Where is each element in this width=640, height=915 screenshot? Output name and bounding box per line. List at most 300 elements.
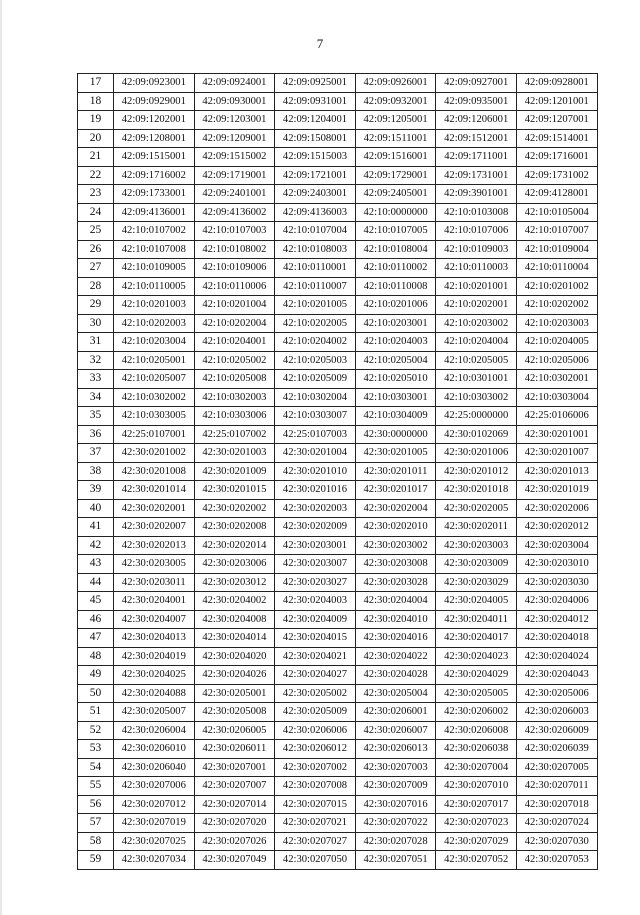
cadastral-number-cell: 42:09:1731002: [516, 166, 597, 185]
cadastral-number-cell: 42:10:0301001: [436, 370, 517, 389]
cadastral-number-cell: 42:09:1207001: [516, 111, 597, 130]
cadastral-number-cell: 42:10:0107002: [114, 222, 195, 241]
row-number: 19: [78, 111, 114, 130]
cadastral-number-cell: 42:30:0207027: [275, 832, 356, 851]
cadastral-number-cell: 42:09:0926001: [355, 74, 436, 93]
cadastral-number-cell: 42:09:0935001: [436, 92, 517, 111]
table-row: [78, 832, 598, 851]
cadastral-number-cell: 42:30:0206006: [275, 721, 356, 740]
cadastral-number-cell: 42:10:0202003: [114, 314, 195, 333]
row-number: 54: [78, 758, 114, 777]
cadastral-number-cell: 42:30:0201008: [114, 462, 195, 481]
cadastral-number-cell: 42:30:0202010: [355, 518, 436, 537]
cadastral-number-cell: 42:30:0204020: [194, 647, 275, 666]
cadastral-number-cell: 42:09:1508001: [275, 129, 356, 148]
cadastral-number-cell: 42:30:0203002: [355, 536, 436, 555]
cadastral-number-cell: 42:30:0201015: [194, 481, 275, 500]
table-row: [78, 222, 598, 241]
cadastral-number-cell: 42:10:0304009: [355, 407, 436, 426]
cadastral-table: [77, 73, 598, 870]
row-number: 36: [78, 425, 114, 444]
cadastral-number-cell: 42:10:0303001: [355, 388, 436, 407]
table-row: [78, 555, 598, 574]
cadastral-number-cell: 42:10:0201005: [275, 296, 356, 315]
cadastral-number-cell: 42:30:0206002: [436, 703, 517, 722]
row-number: 23: [78, 185, 114, 204]
cadastral-number-cell: 42:09:0927001: [436, 74, 517, 93]
cadastral-number-cell: 42:10:0108003: [275, 240, 356, 259]
cadastral-number-cell: 42:30:0201019: [516, 481, 597, 500]
row-number: 24: [78, 203, 114, 222]
cadastral-number-cell: 42:10:0110002: [355, 259, 436, 278]
cadastral-number-cell: 42:30:0201018: [436, 481, 517, 500]
cadastral-number-cell: 42:30:0201017: [355, 481, 436, 500]
cadastral-number-cell: 42:30:0204022: [355, 647, 436, 666]
cadastral-number-cell: 42:10:0107004: [275, 222, 356, 241]
row-number: 17: [78, 74, 114, 93]
cadastral-number-cell: 42:10:0201003: [114, 296, 195, 315]
cadastral-number-cell: 42:30:0202005: [436, 499, 517, 518]
table-row: [78, 185, 598, 204]
cadastral-number-cell: 42:30:0201009: [194, 462, 275, 481]
cadastral-number-cell: 42:30:0204021: [275, 647, 356, 666]
cadastral-number-cell: 42:10:0205003: [275, 351, 356, 370]
cadastral-number-cell: 42:10:0205001: [114, 351, 195, 370]
row-number: 52: [78, 721, 114, 740]
cadastral-number-cell: 42:10:0201001: [436, 277, 517, 296]
row-number: 55: [78, 777, 114, 796]
cadastral-number-cell: 42:09:4136002: [194, 203, 275, 222]
cadastral-number-cell: 42:30:0203006: [194, 555, 275, 574]
row-number: 43: [78, 555, 114, 574]
cadastral-number-cell: 42:30:0203003: [436, 536, 517, 555]
cadastral-number-cell: 42:30:0201003: [194, 444, 275, 463]
cadastral-number-cell: 42:10:0302004: [275, 388, 356, 407]
table-row: [78, 259, 598, 278]
row-number: 26: [78, 240, 114, 259]
cadastral-number-cell: 42:30:0204009: [275, 610, 356, 629]
row-number: 46: [78, 610, 114, 629]
cadastral-number-cell: 42:10:0107003: [194, 222, 275, 241]
cadastral-number-cell: 42:30:0206012: [275, 740, 356, 759]
cadastral-number-cell: 42:30:0206001: [355, 703, 436, 722]
table-row: [78, 851, 598, 870]
cadastral-number-cell: 42:30:0205006: [516, 684, 597, 703]
cadastral-number-cell: 42:30:0202006: [516, 499, 597, 518]
cadastral-number-cell: 42:09:1512001: [436, 129, 517, 148]
cadastral-number-cell: 42:30:0206038: [436, 740, 517, 759]
cadastral-number-cell: 42:30:0202004: [355, 499, 436, 518]
cadastral-number-cell: 42:30:0204007: [114, 610, 195, 629]
cadastral-number-cell: 42:30:0202001: [114, 499, 195, 518]
table-row: [78, 74, 598, 93]
cadastral-number-cell: 42:09:1515002: [194, 148, 275, 167]
table-row: [78, 777, 598, 796]
cadastral-number-cell: 42:30:0202012: [516, 518, 597, 537]
cadastral-number-cell: 42:30:0000000: [355, 425, 436, 444]
cadastral-number-cell: 42:10:0205010: [355, 370, 436, 389]
cadastral-number-cell: 42:30:0207014: [194, 795, 275, 814]
cadastral-number-cell: 42:30:0202003: [275, 499, 356, 518]
cadastral-number-cell: 42:09:1731001: [436, 166, 517, 185]
cadastral-number-cell: 42:10:0205004: [355, 351, 436, 370]
cadastral-number-cell: 42:30:0203028: [355, 573, 436, 592]
cadastral-number-cell: 42:25:0107003: [275, 425, 356, 444]
cadastral-number-cell: 42:30:0207024: [516, 814, 597, 833]
cadastral-number-cell: 42:09:0924001: [194, 74, 275, 93]
cadastral-number-cell: 42:30:0204001: [114, 592, 195, 611]
cadastral-number-cell: 42:10:0205007: [114, 370, 195, 389]
row-number: 59: [78, 851, 114, 870]
cadastral-number-cell: 42:09:1515003: [275, 148, 356, 167]
cadastral-number-cell: 42:30:0206011: [194, 740, 275, 759]
cadastral-number-cell: 42:30:0204017: [436, 629, 517, 648]
cadastral-number-cell: 42:30:0207003: [355, 758, 436, 777]
cadastral-number-cell: 42:30:0204002: [194, 592, 275, 611]
cadastral-number-cell: 42:30:0201012: [436, 462, 517, 481]
cadastral-number-cell: 42:10:0203004: [114, 333, 195, 352]
cadastral-number-cell: 42:30:0207005: [516, 758, 597, 777]
cadastral-number-cell: 42:30:0207008: [275, 777, 356, 796]
cadastral-number-cell: 42:09:0931001: [275, 92, 356, 111]
row-number: 48: [78, 647, 114, 666]
cadastral-number-cell: 42:30:0206003: [516, 703, 597, 722]
cadastral-number-cell: 42:30:0201007: [516, 444, 597, 463]
cadastral-number-cell: 42:30:0207051: [355, 851, 436, 870]
cadastral-number-cell: 42:10:0303005: [114, 407, 195, 426]
cadastral-number-cell: 42:09:1514001: [516, 129, 597, 148]
cadastral-number-cell: 42:30:0207012: [114, 795, 195, 814]
cadastral-number-cell: 42:10:0201006: [355, 296, 436, 315]
cadastral-number-cell: 42:30:0102069: [436, 425, 517, 444]
cadastral-number-cell: 42:09:1716001: [516, 148, 597, 167]
cadastral-number-cell: 42:10:0107007: [516, 222, 597, 241]
cadastral-number-cell: 42:09:1733001: [114, 185, 195, 204]
table-row: [78, 610, 598, 629]
cadastral-number-cell: 42:09:4136003: [275, 203, 356, 222]
table-row: [78, 370, 598, 389]
cadastral-number-cell: 42:30:0201006: [436, 444, 517, 463]
cadastral-number-cell: 42:30:0207022: [355, 814, 436, 833]
cadastral-number-cell: 42:09:1711001: [436, 148, 517, 167]
cadastral-number-cell: 42:10:0303002: [436, 388, 517, 407]
cadastral-number-cell: 42:10:0109004: [516, 240, 597, 259]
cadastral-number-cell: 42:30:0201004: [275, 444, 356, 463]
table-row: [78, 240, 598, 259]
cadastral-number-cell: 42:30:0202002: [194, 499, 275, 518]
row-number: 20: [78, 129, 114, 148]
cadastral-number-cell: 42:30:0207053: [516, 851, 597, 870]
cadastral-number-cell: 42:09:0930001: [194, 92, 275, 111]
cadastral-number-cell: 42:30:0204018: [516, 629, 597, 648]
cadastral-number-cell: 42:30:0205004: [355, 684, 436, 703]
cadastral-number-cell: 42:09:1719001: [194, 166, 275, 185]
cadastral-number-cell: 42:10:0302002: [114, 388, 195, 407]
cadastral-number-cell: 42:30:0203009: [436, 555, 517, 574]
cadastral-number-cell: 42:30:0201011: [355, 462, 436, 481]
cadastral-number-cell: 42:30:0203004: [516, 536, 597, 555]
row-number: 38: [78, 462, 114, 481]
cadastral-number-cell: 42:30:0204015: [275, 629, 356, 648]
row-number: 33: [78, 370, 114, 389]
cadastral-number-cell: 42:10:0204005: [516, 333, 597, 352]
cadastral-number-cell: 42:10:0203003: [516, 314, 597, 333]
cadastral-number-cell: 42:30:0205008: [194, 703, 275, 722]
cadastral-number-cell: 42:30:0204008: [194, 610, 275, 629]
table-row: [78, 425, 598, 444]
cadastral-number-cell: 42:10:0201002: [516, 277, 597, 296]
cadastral-number-cell: 42:30:0204012: [516, 610, 597, 629]
cadastral-number-cell: 42:10:0110007: [275, 277, 356, 296]
cadastral-number-cell: 42:09:2405001: [355, 185, 436, 204]
cadastral-number-cell: 42:09:1205001: [355, 111, 436, 130]
cadastral-number-cell: 42:30:0206005: [194, 721, 275, 740]
cadastral-number-cell: 42:30:0204013: [114, 629, 195, 648]
table-row: [78, 647, 598, 666]
cadastral-number-cell: 42:10:0202004: [194, 314, 275, 333]
row-number: 28: [78, 277, 114, 296]
cadastral-number-cell: 42:10:0109006: [194, 259, 275, 278]
cadastral-number-cell: 42:30:0204027: [275, 666, 356, 685]
row-number: 29: [78, 296, 114, 315]
row-number: 34: [78, 388, 114, 407]
table-row: [78, 573, 598, 592]
cadastral-number-cell: 42:09:1515001: [114, 148, 195, 167]
cadastral-number-cell: 42:10:0203002: [436, 314, 517, 333]
cadastral-number-cell: 42:10:0109003: [436, 240, 517, 259]
cadastral-number-cell: 42:30:0207020: [194, 814, 275, 833]
cadastral-number-cell: 42:25:0107002: [194, 425, 275, 444]
row-number: 41: [78, 518, 114, 537]
cadastral-number-cell: 42:09:1206001: [436, 111, 517, 130]
cadastral-number-cell: 42:30:0204043: [516, 666, 597, 685]
cadastral-number-cell: 42:30:0206004: [114, 721, 195, 740]
cadastral-number-cell: 42:30:0206013: [355, 740, 436, 759]
cadastral-number-cell: 42:30:0207034: [114, 851, 195, 870]
cadastral-number-cell: 42:30:0203007: [275, 555, 356, 574]
table-row: [78, 111, 598, 130]
cadastral-number-cell: 42:30:0202011: [436, 518, 517, 537]
cadastral-number-cell: 42:30:0207026: [194, 832, 275, 851]
table-body: [78, 74, 598, 870]
table-row: [78, 277, 598, 296]
cadastral-number-cell: 42:10:0303007: [275, 407, 356, 426]
table-row: [78, 629, 598, 648]
cadastral-number-cell: 42:30:0207017: [436, 795, 517, 814]
cadastral-number-cell: 42:30:0204019: [114, 647, 195, 666]
row-number: 30: [78, 314, 114, 333]
table-row: [78, 314, 598, 333]
cadastral-number-cell: 42:30:0205002: [275, 684, 356, 703]
cadastral-number-cell: 42:30:0207016: [355, 795, 436, 814]
cadastral-number-cell: 42:10:0110004: [516, 259, 597, 278]
cadastral-number-cell: 42:30:0204024: [516, 647, 597, 666]
cadastral-number-cell: 42:30:0202008: [194, 518, 275, 537]
cadastral-number-cell: 42:09:2403001: [275, 185, 356, 204]
cadastral-number-cell: 42:10:0107006: [436, 222, 517, 241]
row-number: 21: [78, 148, 114, 167]
row-number: 45: [78, 592, 114, 611]
cadastral-number-cell: 42:30:0204016: [355, 629, 436, 648]
cadastral-number-cell: 42:30:0201013: [516, 462, 597, 481]
cadastral-number-cell: 42:30:0203001: [275, 536, 356, 555]
table-row: [78, 129, 598, 148]
table-row: [78, 92, 598, 111]
row-number: 47: [78, 629, 114, 648]
table-row: [78, 666, 598, 685]
cadastral-number-cell: 42:30:0207021: [275, 814, 356, 833]
cadastral-number-cell: 42:30:0202013: [114, 536, 195, 555]
row-number: 53: [78, 740, 114, 759]
table-row: [78, 518, 598, 537]
cadastral-number-cell: 42:10:0109005: [114, 259, 195, 278]
row-number: 35: [78, 407, 114, 426]
cadastral-number-cell: 42:30:0204010: [355, 610, 436, 629]
cadastral-number-cell: 42:30:0202009: [275, 518, 356, 537]
scan-edge: [0, 0, 2, 915]
cadastral-number-cell: 42:10:0303006: [194, 407, 275, 426]
table-row: [78, 351, 598, 370]
cadastral-number-cell: 42:30:0206010: [114, 740, 195, 759]
row-number: 51: [78, 703, 114, 722]
cadastral-number-cell: 42:10:0105004: [516, 203, 597, 222]
table-row: [78, 684, 598, 703]
cadastral-number-cell: 42:09:1201001: [516, 92, 597, 111]
cadastral-number-cell: 42:10:0110008: [355, 277, 436, 296]
cadastral-number-cell: 42:10:0202002: [516, 296, 597, 315]
row-number: 44: [78, 573, 114, 592]
table-row: [78, 388, 598, 407]
cadastral-number-cell: 42:30:0207007: [194, 777, 275, 796]
cadastral-number-cell: 42:10:0204001: [194, 333, 275, 352]
table-row: [78, 462, 598, 481]
cadastral-number-cell: 42:30:0206008: [436, 721, 517, 740]
cadastral-number-cell: 42:10:0201004: [194, 296, 275, 315]
table-row: [78, 592, 598, 611]
cadastral-number-cell: 42:30:0204088: [114, 684, 195, 703]
cadastral-number-cell: 42:09:1202001: [114, 111, 195, 130]
cadastral-number-cell: 42:09:1203001: [194, 111, 275, 130]
cadastral-number-cell: 42:10:0204002: [275, 333, 356, 352]
table-row: [78, 481, 598, 500]
table-row: [78, 740, 598, 759]
cadastral-number-cell: 42:30:0207018: [516, 795, 597, 814]
cadastral-number-cell: 42:30:0207001: [194, 758, 275, 777]
cadastral-number-cell: 42:25:0106006: [516, 407, 597, 426]
cadastral-number-cell: 42:09:1516001: [355, 148, 436, 167]
cadastral-number-cell: 42:30:0206009: [516, 721, 597, 740]
cadastral-number-cell: 42:09:0929001: [114, 92, 195, 111]
table-row: [78, 795, 598, 814]
cadastral-number-cell: 42:30:0203011: [114, 573, 195, 592]
row-number: 32: [78, 351, 114, 370]
cadastral-number-cell: 42:30:0207023: [436, 814, 517, 833]
cadastral-number-cell: 42:30:0201016: [275, 481, 356, 500]
cadastral-number-cell: 42:10:0302003: [194, 388, 275, 407]
cadastral-number-cell: 42:30:0205005: [436, 684, 517, 703]
cadastral-number-cell: 42:09:1209001: [194, 129, 275, 148]
cadastral-number-cell: 42:30:0207052: [436, 851, 517, 870]
cadastral-number-cell: 42:10:0110006: [194, 277, 275, 296]
table-row: [78, 814, 598, 833]
cadastral-number-cell: 42:30:0205007: [114, 703, 195, 722]
cadastral-number-cell: 42:09:4128001: [516, 185, 597, 204]
cadastral-number-cell: 42:10:0205005: [436, 351, 517, 370]
cadastral-number-cell: 42:25:0107001: [114, 425, 195, 444]
cadastral-number-cell: 42:09:0932001: [355, 92, 436, 111]
row-number: 37: [78, 444, 114, 463]
cadastral-number-cell: 42:10:0110001: [275, 259, 356, 278]
cadastral-number-cell: 42:10:0302001: [516, 370, 597, 389]
table-row: [78, 536, 598, 555]
row-number: 40: [78, 499, 114, 518]
cadastral-number-cell: 42:30:0201002: [114, 444, 195, 463]
cadastral-number-cell: 42:30:0207009: [355, 777, 436, 796]
cadastral-number-cell: 42:30:0204006: [516, 592, 597, 611]
table-row: [78, 499, 598, 518]
cadastral-number-cell: 42:30:0201001: [516, 425, 597, 444]
cadastral-number-cell: 42:30:0204005: [436, 592, 517, 611]
table-row: [78, 203, 598, 222]
cadastral-number-cell: 42:10:0110003: [436, 259, 517, 278]
cadastral-number-cell: 42:30:0204011: [436, 610, 517, 629]
cadastral-number-cell: 42:30:0207029: [436, 832, 517, 851]
table-row: [78, 407, 598, 426]
cadastral-number-cell: 42:10:0205008: [194, 370, 275, 389]
row-number: 31: [78, 333, 114, 352]
cadastral-number-cell: 42:30:0204025: [114, 666, 195, 685]
row-number: 22: [78, 166, 114, 185]
cadastral-number-cell: 42:30:0207011: [516, 777, 597, 796]
cadastral-number-cell: 42:10:0202001: [436, 296, 517, 315]
cadastral-number-cell: 42:10:0107005: [355, 222, 436, 241]
cadastral-number-cell: 42:30:0206007: [355, 721, 436, 740]
row-number: 56: [78, 795, 114, 814]
row-number: 58: [78, 832, 114, 851]
cadastral-number-cell: 42:30:0203005: [114, 555, 195, 574]
cadastral-number-cell: 42:10:0110005: [114, 277, 195, 296]
cadastral-number-cell: 42:30:0204029: [436, 666, 517, 685]
row-number: 57: [78, 814, 114, 833]
cadastral-number-cell: 42:09:0923001: [114, 74, 195, 93]
cadastral-number-cell: 42:30:0207010: [436, 777, 517, 796]
cadastral-number-cell: 42:30:0207049: [194, 851, 275, 870]
cadastral-number-cell: 42:30:0207006: [114, 777, 195, 796]
cadastral-number-cell: 42:10:0204003: [355, 333, 436, 352]
cadastral-number-cell: 42:30:0207015: [275, 795, 356, 814]
cadastral-number-cell: 42:10:0205002: [194, 351, 275, 370]
cadastral-number-cell: 42:30:0207025: [114, 832, 195, 851]
cadastral-number-cell: 42:10:0203001: [355, 314, 436, 333]
table-row: [78, 721, 598, 740]
cadastral-number-cell: 42:09:1511001: [355, 129, 436, 148]
cadastral-number-cell: 42:30:0202007: [114, 518, 195, 537]
cadastral-number-cell: 42:30:0206040: [114, 758, 195, 777]
cadastral-number-cell: 42:10:0204004: [436, 333, 517, 352]
cadastral-number-cell: 42:09:1204001: [275, 111, 356, 130]
cadastral-number-cell: 42:30:0205009: [275, 703, 356, 722]
cadastral-number-cell: 42:30:0202014: [194, 536, 275, 555]
page-number: 7: [316, 36, 324, 51]
cadastral-number-cell: 42:09:2401001: [194, 185, 275, 204]
row-number: 25: [78, 222, 114, 241]
cadastral-number-cell: 42:10:0202005: [275, 314, 356, 333]
cadastral-number-cell: 42:30:0207028: [355, 832, 436, 851]
cadastral-number-cell: 42:30:0201010: [275, 462, 356, 481]
cadastral-number-cell: 42:30:0204026: [194, 666, 275, 685]
cadastral-number-cell: 42:09:1729001: [355, 166, 436, 185]
cadastral-number-cell: 42:09:3901001: [436, 185, 517, 204]
